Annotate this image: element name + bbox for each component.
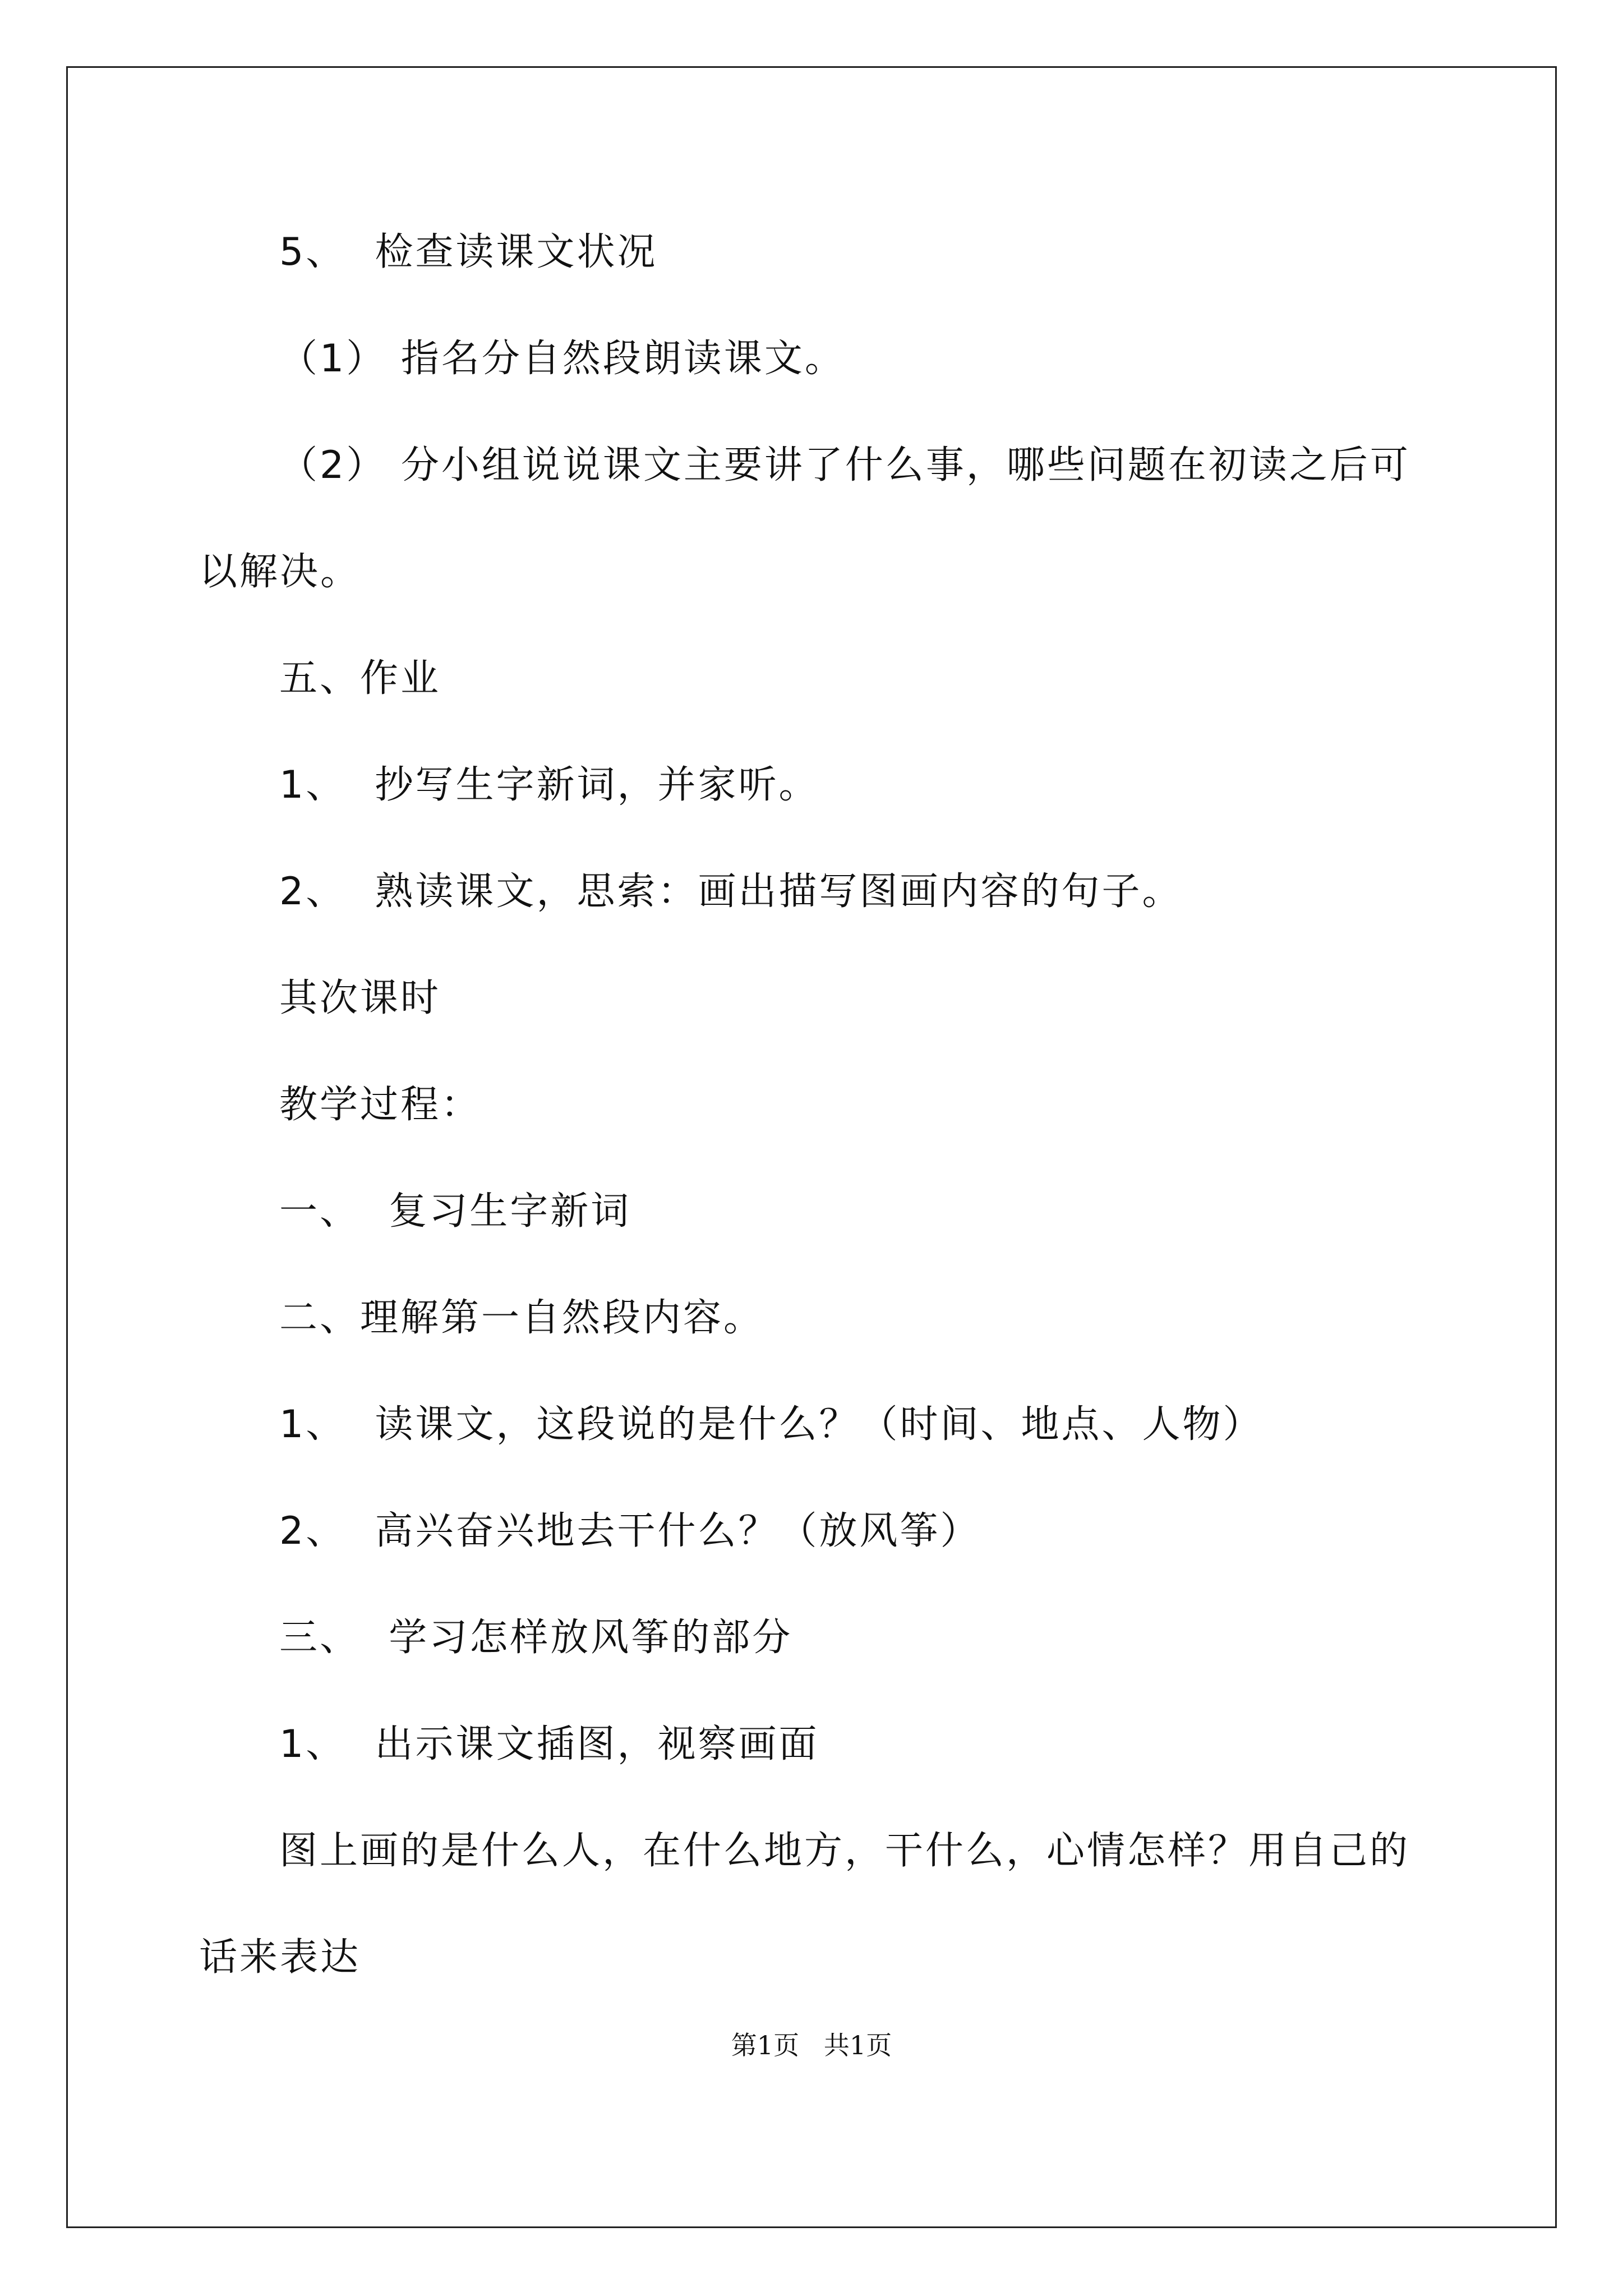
text-line: 一、 复习生字新词 [279, 1189, 631, 1234]
text-line: 1、 出示课文插图，视察画面 [279, 1722, 819, 1766]
text-line: （2） 分小组说说课文主要讲了什么事，哪些问题在初读之后可 [279, 443, 1410, 487]
text-line: 话来表达 [199, 1935, 361, 1980]
text-line: 图上画的是什么人，在什么地方，干什么，心情怎样？用自己的 [279, 1829, 1410, 1873]
page-border [66, 66, 1557, 2228]
text-line: 1、 抄写生字新词，并家听。 [279, 763, 819, 807]
text-line: 以解决。 [199, 550, 361, 594]
text-line: 2、 高兴奋兴地去干什么？（放风筝） [279, 1509, 981, 1553]
text-line: 三、 学习怎样放风筝的部分 [279, 1616, 793, 1660]
page-footer: 第1页 共1页 [731, 2030, 892, 2060]
text-line: 5、 检查读课文状况 [279, 230, 658, 274]
text-line: 教学过程： [279, 1083, 482, 1127]
text-line: 二、理解第一自然段内容。 [279, 1296, 764, 1340]
text-line: 五、作业 [279, 656, 441, 701]
text-line: 2、 熟读课文，思索：画出描写图画内容的句子。 [279, 869, 1183, 914]
text-line: 1、 读课文，这段说的是什么？（时间、地点、人物） [279, 1402, 1264, 1447]
text-line: 其次课时 [279, 976, 441, 1020]
text-line: （1） 指名分自然段朗读课文。 [279, 337, 845, 381]
